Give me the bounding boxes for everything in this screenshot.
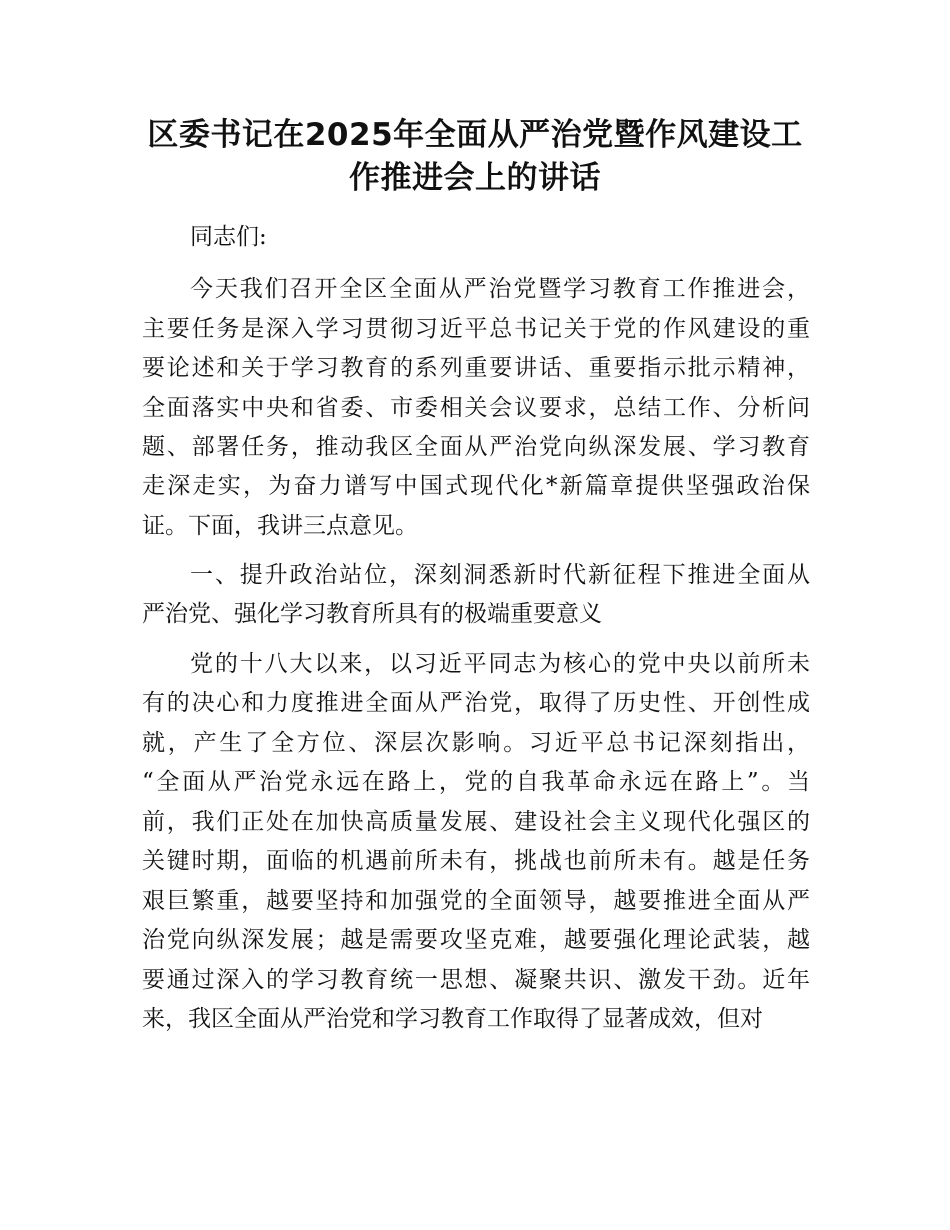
text-line: 关键时期，面临的机遇前所未有，挑战也前所未有。越是任务 [142, 848, 810, 874]
text-line: 同志们: [190, 224, 267, 250]
text-line: 全面落实中央和省委、市委相关会议要求，总结工作、分析问 [142, 395, 810, 421]
text-line: 有的决心和力度推进全面从严治党，取得了历史性、开创性成 [142, 690, 810, 716]
text-line: 主要任务是深入学习贯彻习近平总书记关于党的作风建设的重 [142, 316, 810, 342]
text-line: “全面从严治党永远在路上，党的自我革命永远在路上”。当 [142, 769, 810, 795]
text-line: 一、提升政治站位，深刻洞悉新时代新征程下推进全面从 [190, 562, 810, 588]
text-line: 治党向纵深发展；越是需要攻坚克难，越要强化理论武装，越 [142, 927, 810, 953]
text-line: 严治党、强化学习教育所具有的极端重要意义 [142, 601, 602, 627]
document-title-line-1: 区委书记在2025年全面从严治党暨作风建设工 [147, 117, 803, 153]
document-title-line-2: 作推进会上的讲话 [349, 160, 601, 196]
text-line: 前，我们正处在加快高质量发展、建设社会主义现代化强区的 [142, 809, 810, 835]
text-line: 来，我区全面从严治党和学习教育工作取得了显著成效，但对 [142, 1006, 763, 1032]
text-line: 艰巨繁重，越要坚持和加强党的全面领导，越要推进全面从严 [142, 888, 810, 914]
text-line: 走深走实，为奋力谱写中国式现代化*新篇章提供坚强政治保 [142, 473, 810, 499]
text-line: 要论述和关于学习教育的系列重要讲话、重要指示批示精神， [142, 355, 810, 381]
text-line: 今天我们召开全区全面从严治党暨学习教育工作推进会， [190, 276, 810, 302]
text-line: 题、部署任务，推动我区全面从严治党向纵深发展、学习教育 [142, 434, 810, 460]
text-line: 要通过深入的学习教育统一思想、凝聚共识、激发干劲。近年 [142, 967, 810, 993]
text-line: 就，产生了全方位、深层次影响。习近平总书记深刻指出， [142, 730, 810, 756]
text-line: 党的十八大以来，以习近平同志为核心的党中央以前所未 [190, 651, 810, 677]
text-line: 证。下面，我讲三点意见。 [142, 513, 418, 539]
